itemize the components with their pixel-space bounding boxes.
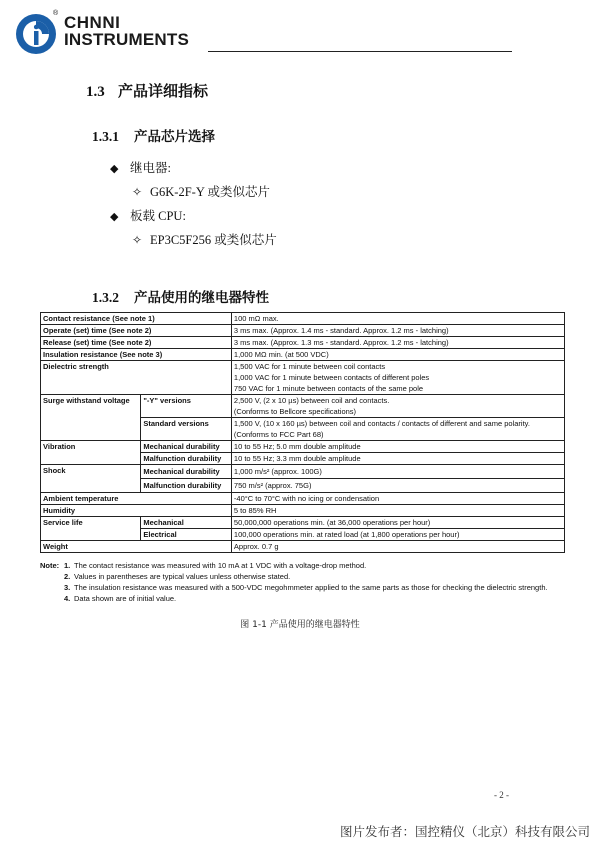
brand-line-2: INSTRUMENTS bbox=[64, 30, 189, 49]
spec-sublabel: Malfunction durability bbox=[141, 453, 232, 465]
spec-label: Ambient temperature bbox=[41, 493, 232, 505]
note-text: The contact resistance was measured with 10 mA at 1 VDC with a voltage-drop method. bbox=[74, 561, 367, 570]
spec-label: Surge withstand voltage bbox=[41, 395, 141, 441]
note-number: 2. bbox=[64, 572, 71, 581]
figure-caption: 图 1-1 产品使用的继电器特性 bbox=[240, 620, 360, 630]
section-heading bbox=[86, 80, 208, 101]
subsection-heading-2 bbox=[92, 286, 269, 306]
sub-bullet-label: EP3C5F256 或类似芯片 bbox=[150, 233, 277, 247]
spec-sublabel: Electrical bbox=[141, 529, 232, 541]
table-row bbox=[41, 517, 565, 529]
table-row bbox=[41, 505, 565, 517]
sub-bullet-cpu bbox=[132, 230, 277, 248]
spec-sublabel: Malfunction durability bbox=[141, 479, 232, 493]
subsection-title: 产品芯片选择 bbox=[134, 129, 215, 144]
brand-line-1: CHNNI bbox=[64, 13, 121, 32]
header-rule bbox=[208, 51, 512, 52]
note-text: Values in parentheses are typical values unless otherwise stated. bbox=[74, 572, 291, 581]
spec-label: Humidity bbox=[41, 505, 232, 517]
note-item bbox=[40, 593, 548, 604]
star-bullet-icon: ✧ bbox=[132, 233, 143, 247]
spec-label: Vibration bbox=[41, 441, 141, 465]
spec-sublabel: Mechanical durability bbox=[141, 465, 232, 479]
note-number: 1. bbox=[64, 561, 71, 570]
spec-sublabel: Standard versions bbox=[141, 418, 232, 441]
note-number: 3. bbox=[64, 583, 71, 592]
table-row bbox=[41, 493, 565, 505]
bullet-label: 板载 CPU: bbox=[130, 209, 186, 223]
spec-label: Release (set) time (See note 2) bbox=[41, 337, 232, 349]
company-logo-icon bbox=[14, 12, 58, 56]
note-text: The insulation resistance was measured with a 500-VDC megohmmeter applied to the same parts as those for checking the dielectric strength. bbox=[74, 583, 548, 592]
spec-value: 50,000,000 operations min. (at 36,000 operations per hour) bbox=[231, 517, 564, 529]
subsection-title: 产品使用的继电器特性 bbox=[134, 290, 269, 305]
spec-value bbox=[231, 418, 564, 441]
spec-label: Service life bbox=[41, 517, 141, 541]
spec-label: Contact resistance (See note 1) bbox=[41, 313, 232, 325]
subsection-number: 1.3.2 bbox=[92, 290, 119, 305]
section-number: 1.3 bbox=[86, 84, 105, 100]
spec-value: 1,000 MΩ min. (at 500 VDC) bbox=[231, 349, 564, 361]
bullet-relay bbox=[110, 158, 171, 176]
spec-sublabel: Mechanical bbox=[141, 517, 232, 529]
spec-value: Approx. 0.7 g bbox=[231, 541, 564, 553]
spec-value-line: 2,500 V, (2 x 10 µs) between coil and contacts. bbox=[233, 396, 390, 405]
bullet-label: 继电器: bbox=[130, 161, 171, 175]
spec-value: 3 ms max. (Approx. 1.3 ms - standard. Approx. 1.2 ms - latching) bbox=[231, 337, 564, 349]
table-row bbox=[41, 465, 565, 479]
note-item bbox=[40, 571, 548, 582]
spec-value: 3 ms max. (Approx. 1.4 ms - standard. Approx. 1.2 ms - latching) bbox=[231, 325, 564, 337]
table-row bbox=[41, 313, 565, 325]
table-row bbox=[41, 349, 565, 361]
page-number: - 2 - bbox=[494, 790, 509, 800]
table-row bbox=[41, 541, 565, 553]
spec-value: 100 mΩ max. bbox=[231, 313, 564, 325]
note-text: Data shown are of initial value. bbox=[74, 594, 177, 603]
publisher-credit: 图片发布者：国控精仪（北京）科技有限公司 bbox=[339, 824, 590, 839]
spec-label: Shock bbox=[41, 465, 141, 493]
brand-name bbox=[64, 14, 189, 48]
spec-value-line: (Conforms to Bellcore specifications) bbox=[233, 407, 357, 416]
bullet-cpu bbox=[110, 206, 186, 224]
spec-value: 10 to 55 Hz; 5.0 mm double amplitude bbox=[231, 441, 564, 453]
spec-value bbox=[231, 395, 564, 418]
spec-value: 5 to 85% RH bbox=[231, 505, 564, 517]
table-row bbox=[41, 441, 565, 453]
note-item bbox=[40, 560, 548, 571]
spec-value: 750 m/s² (approx. 75G) bbox=[231, 479, 564, 493]
table-row bbox=[41, 337, 565, 349]
spec-label: Insulation resistance (See note 3) bbox=[41, 349, 232, 361]
spec-label: Weight bbox=[41, 541, 232, 553]
diamond-bullet-icon: ◆ bbox=[110, 163, 119, 175]
relay-spec-table bbox=[40, 312, 565, 553]
spec-value-line: 750 VAC for 1 minute between contacts of the same pole bbox=[233, 384, 424, 393]
spec-label: Operate (set) time (See note 2) bbox=[41, 325, 232, 337]
spec-value-line: (Conforms to FCC Part 68) bbox=[233, 430, 324, 439]
spec-value-line: 1,500 VAC for 1 minute between coil contacts bbox=[233, 362, 386, 371]
spec-value: 1,000 m/s² (approx. 100G) bbox=[231, 465, 564, 479]
note-number: 4. bbox=[64, 594, 71, 603]
sub-bullet-relay bbox=[132, 182, 270, 200]
spec-value bbox=[231, 361, 564, 395]
table-row bbox=[41, 395, 565, 418]
note-prefix: Note: bbox=[40, 561, 60, 570]
spec-value: 100,000 operations min. at rated load (at 1,800 operations per hour) bbox=[231, 529, 564, 541]
table-notes bbox=[40, 560, 548, 604]
spec-value-line: 1,500 V, (10 x 160 µs) between coil and contacts / contacts of different and same polarity. bbox=[233, 419, 530, 428]
spec-sublabel: "-Y" versions bbox=[141, 395, 232, 418]
subsection-heading-1 bbox=[92, 125, 215, 145]
subsection-number: 1.3.1 bbox=[92, 129, 119, 144]
star-bullet-icon: ✧ bbox=[132, 185, 143, 199]
table-row bbox=[41, 325, 565, 337]
diamond-bullet-icon: ◆ bbox=[110, 211, 119, 223]
spec-sublabel: Mechanical durability bbox=[141, 441, 232, 453]
spec-label: Dielectric strength bbox=[41, 361, 232, 395]
registered-mark: ® bbox=[53, 10, 59, 17]
spec-value: 10 to 55 Hz; 3.3 mm double amplitude bbox=[231, 453, 564, 465]
sub-bullet-label: G6K-2F-Y 或类似芯片 bbox=[150, 185, 271, 199]
spec-value-line: 1,000 VAC for 1 minute between contacts of different poles bbox=[233, 373, 430, 382]
table-row bbox=[41, 361, 565, 395]
spec-value: -40°C to 70°C with no icing or condensation bbox=[231, 493, 564, 505]
note-item bbox=[40, 582, 548, 593]
section-title: 产品详细指标 bbox=[118, 84, 209, 100]
